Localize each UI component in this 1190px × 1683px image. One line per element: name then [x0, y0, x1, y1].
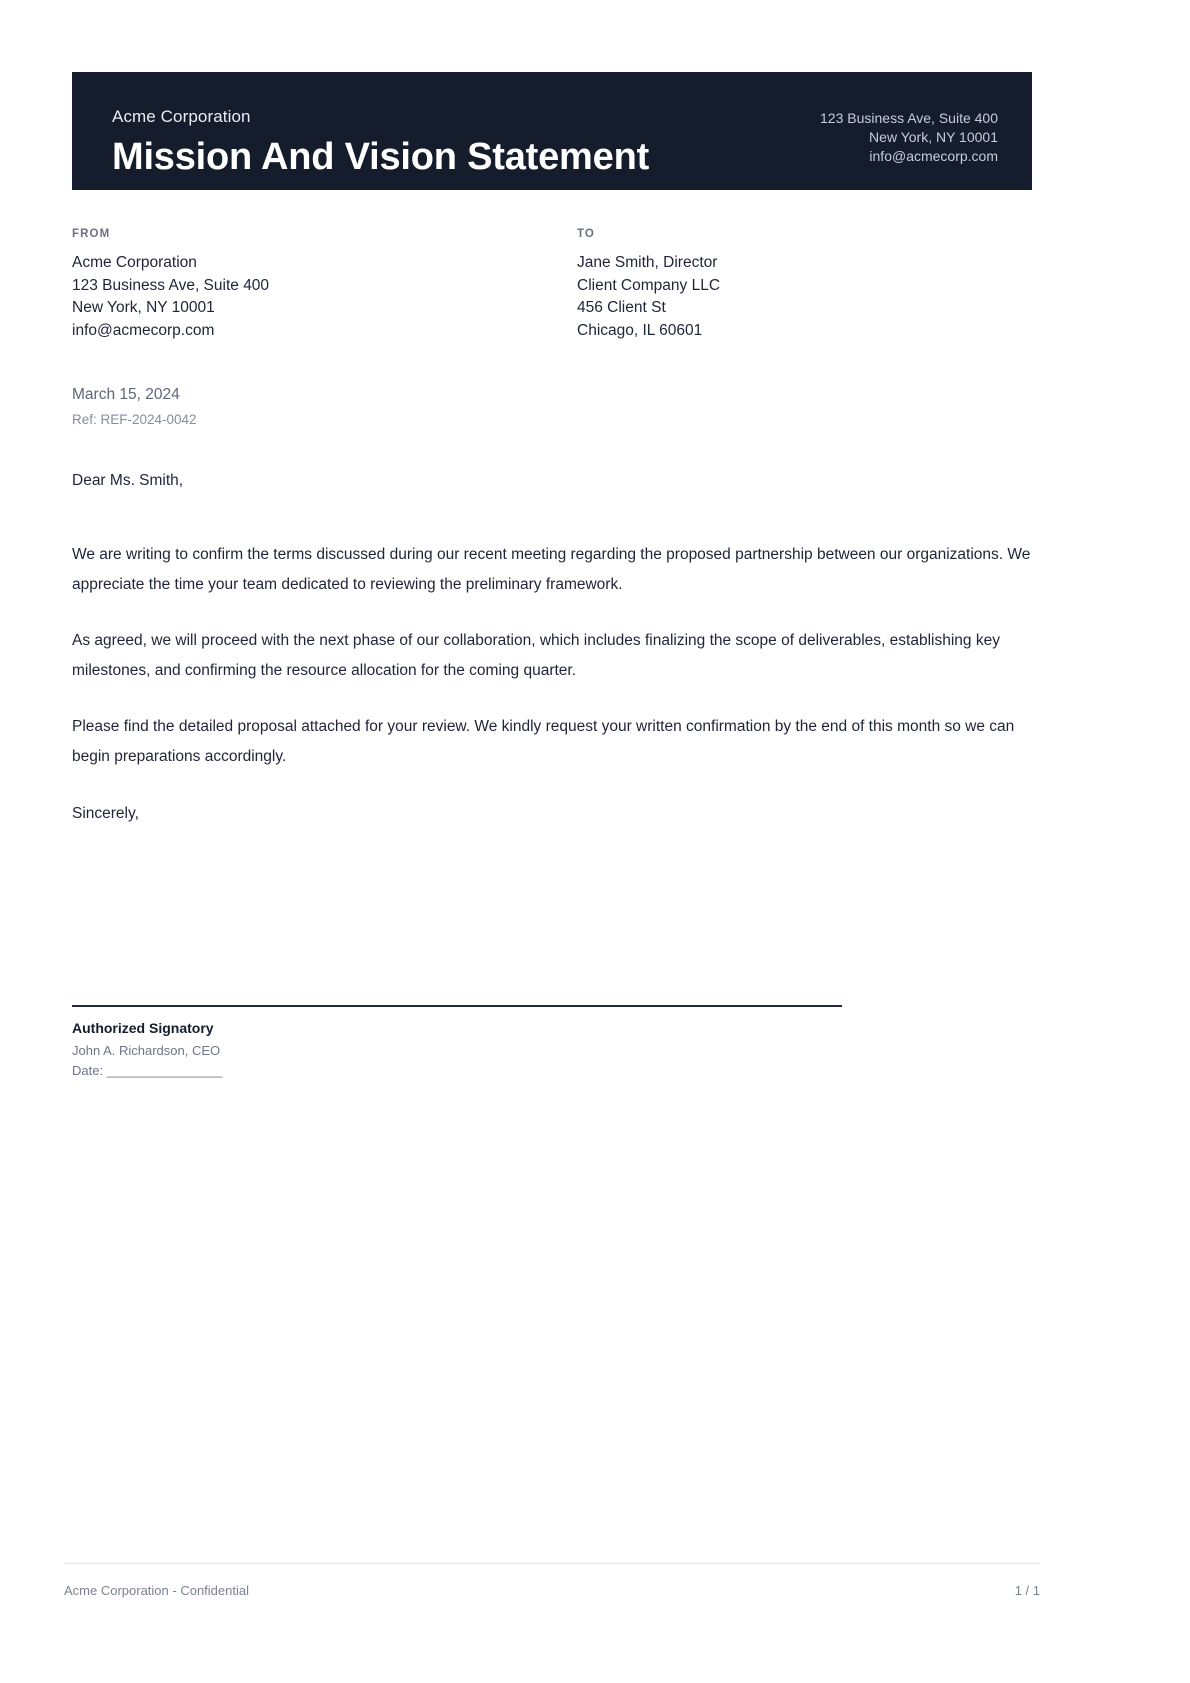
address-row [72, 228, 1032, 342]
from-label: FROM [72, 228, 111, 240]
header-company-name: Acme Corporation [112, 107, 251, 126]
date-reference-block [72, 384, 197, 430]
to-label: TO [577, 228, 595, 240]
to-line: Client Company LLC [577, 276, 721, 294]
footer-confidentiality-note: Acme Corporation - Confidential [64, 1583, 249, 1598]
signature-date-field: Date: ________________ [72, 1063, 223, 1078]
footer-row [64, 1582, 1040, 1600]
from-line: New York, NY 10001 [72, 299, 215, 316]
to-block [552, 228, 1032, 342]
footer-page-number: 1 / 1 [1014, 1583, 1040, 1598]
footer-divider [64, 1563, 1040, 1564]
body-paragraph: As agreed, we will proceed with the next phase of our collaboration, which includes finalizing the scope of deliverables, establishing key milestones, and confirming the resource allocation for the coming quarter. [72, 632, 1000, 679]
letter-date: March 15, 2024 [72, 386, 180, 403]
signature-block [72, 1005, 842, 1080]
salutation: Dear Ms. Smith, [72, 472, 184, 489]
signature-title: Authorized Signatory [72, 1020, 214, 1036]
to-line: Chicago, IL 60601 [577, 321, 703, 339]
page-footer [64, 1563, 1040, 1600]
from-block [72, 228, 552, 342]
letter-header [72, 72, 1032, 190]
header-contact-address-line2: New York, NY 10001 [869, 129, 998, 145]
letter-body [72, 540, 1035, 798]
body-paragraph: Please find the detailed proposal attached for your review. We kindly request your written confirmation by the end of this month so we can begin preparations accordingly. [72, 718, 1015, 765]
reference-number: Ref: REF-2024-0042 [72, 412, 197, 427]
page-title: Mission And Vision Statement [112, 136, 650, 178]
from-line: info@acmecorp.com [72, 321, 215, 339]
header-contact-address-line1: 123 Business Ave, Suite 400 [820, 110, 998, 126]
from-line: 123 Business Ave, Suite 400 [72, 276, 270, 294]
header-contact-block [820, 106, 998, 166]
header-left-group [112, 106, 649, 180]
signature-line [72, 1005, 842, 1007]
closing-salutation: Sincerely, [72, 805, 139, 822]
header-contact-email: info@acmecorp.com [869, 148, 998, 164]
to-line: Jane Smith, Director [577, 254, 718, 271]
from-line: Acme Corporation [72, 254, 197, 271]
to-line: 456 Client St [577, 299, 666, 316]
body-paragraph: We are writing to confirm the terms discussed during our recent meeting regarding the proposed partnership between our organizations. We appreciate the time your team dedicated to reviewing the preliminary framework. [72, 546, 1031, 593]
signature-name: John A. Richardson, CEO [72, 1043, 221, 1058]
